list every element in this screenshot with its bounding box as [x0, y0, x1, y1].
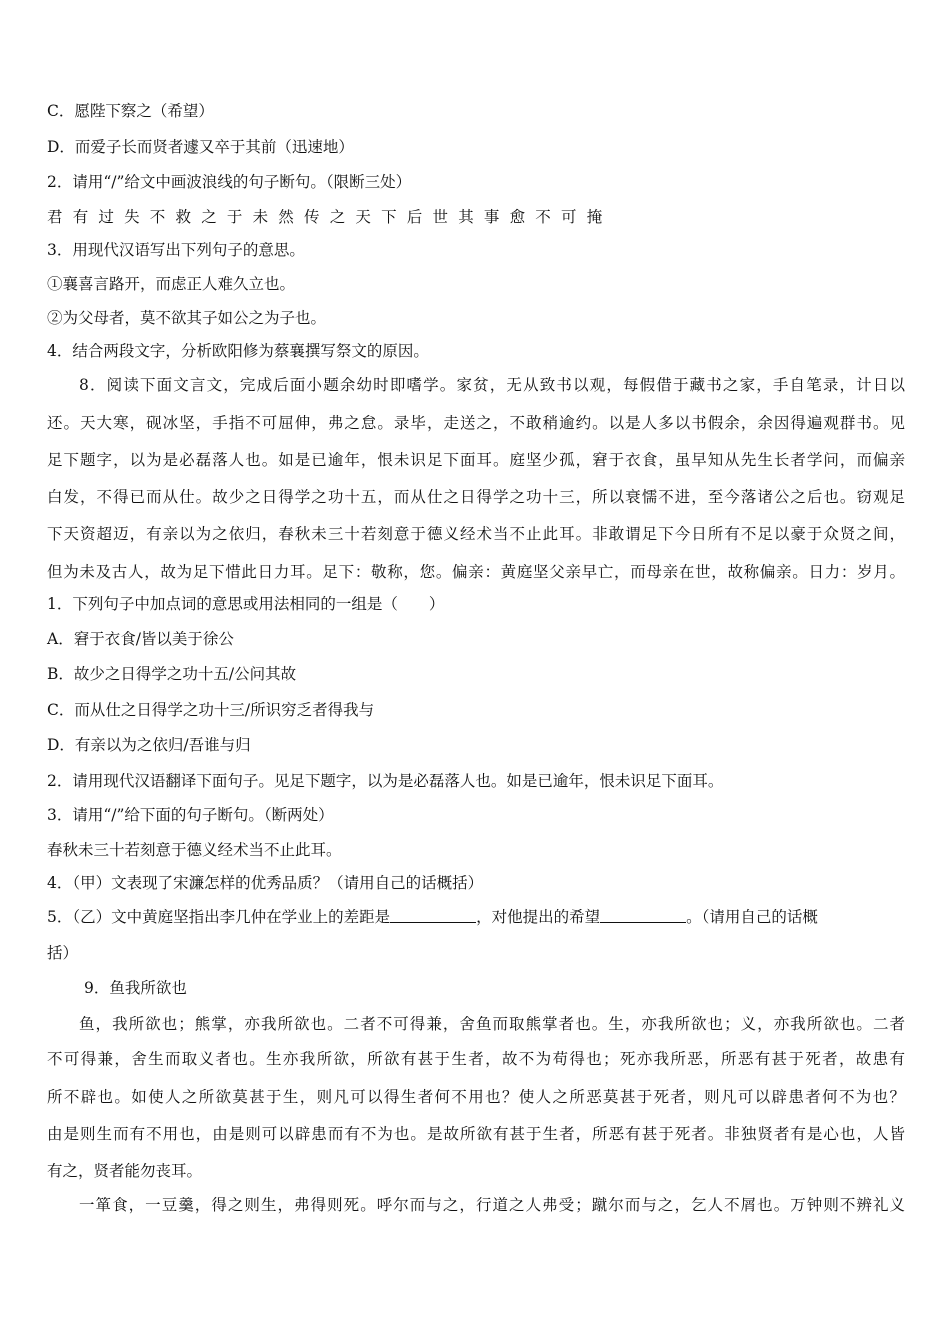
section-8-q5-part-2: ，对他提出的希望: [476, 908, 601, 926]
section-8-q5: [47, 907, 818, 927]
section-9-para-1-line-2: 不可得兼，舍生而取义者也。生亦我所欲，所欲有甚于生者，故不为苟得也；死亦我所恶，所恶有甚于死者，故患有: [47, 1050, 905, 1068]
answer-blank-2[interactable]: [600, 908, 686, 923]
section-8-q3-text: 春秋未三十若刻意于德义经术当不止此耳。: [47, 841, 342, 859]
answer-blank-1[interactable]: [390, 908, 476, 923]
section-8-q1-prompt: 1．下列句子中加点词的意思或用法相同的一组是（ ）: [47, 595, 445, 613]
section-8-q5-part-1: 5．（乙）文中黄庭坚指出李几仲在学业上的差距是: [47, 908, 391, 926]
section-9-para-1-line-3: 所不辟也。如使人之所欲莫甚于生，则凡可以得生者何不用也？使人之所恶莫甚于死者，则凡可以辟患者何不为也？: [47, 1088, 905, 1106]
section-8-passage-line-1: 8．阅读下面文言文，完成后面小题余幼时即嗜学。家贫，无从致书以观，每假借于藏书之家，手自笔录，计日以: [79, 376, 905, 394]
question-3-prompt: 3．用现代汉语写出下列句子的意思。: [47, 241, 305, 259]
section-8-q1-option-b: B．故少之日得学之功十五/公问其故: [47, 665, 297, 683]
section-8-passage-line-2: 还。天大寒，砚冰坚，手指不可屈伸，弗之怠。录毕，走送之，不敢稍逾约。以是人多以书假余，余因得遍观群书。见: [47, 414, 905, 432]
section-8-passage-line-5: 下天资超迈，有亲以为之依归，春秋未三十若刻意于德义经术当不止此耳。非敢谓足下今日所有不足以豪于众贤之间，: [47, 525, 905, 543]
section-9-para-1-line-5: 有之，贤者能勿丧耳。: [47, 1162, 203, 1180]
question-2-prompt: 2．请用“/”给文中画波浪线的句子断句。（限断三处）: [47, 173, 412, 191]
section-8-passage-line-6: 但为未及古人，故为足下惜此日力耳。足下：敬称，您。偏亲：黄庭坚父亲早亡，而母亲在世，故称偏亲。日力：岁月。: [47, 563, 905, 581]
section-9-para-1-line-1: 鱼，我所欲也；熊掌，亦我所欲也。二者不可得兼，舍鱼而取熊掌者也。生，亦我所欲也；义，亦我所欲也。二者: [79, 1015, 905, 1033]
option-d: D．而爱子长而贤者遽又卒于其前（迅速地）: [47, 138, 354, 156]
section-8-q2: 2．请用现代汉语翻译下面句子。见足下题字，以为是必磊落人也。如是已逾年，恨未识足下面耳。: [47, 772, 724, 790]
option-c: C．愿陛下察之（希望）: [47, 102, 214, 120]
section-8-passage-line-4: 白发，不得已而从仕。故少之日得学之功十五，而从仕之日得学之功十三，所以衰懦不进，至今落诸公之后也。窃观足: [47, 488, 905, 506]
section-9-title: 9．鱼我所欲也: [84, 979, 187, 997]
section-8-q1-option-c: C．而从仕之日得学之功十三/所识穷乏者得我与: [47, 701, 375, 719]
question-3-item-1: ①襄喜言路开，而虑正人难久立也。: [47, 275, 296, 293]
section-8-q5-continuation: 括）: [47, 944, 79, 962]
section-9-para-2-line-1: 一箪食，一豆羹，得之则生，弗得则死。呼尔而与之，行道之人弗受；蹴尔而与之，乞人不屑也。万钟则不辨礼义: [79, 1196, 905, 1214]
section-8-q5-part-3: 。（请用自己的话概: [686, 908, 818, 926]
section-9-para-1-line-4: 由是则生而有不用也，由是则可以辟患而有不为也。是故所欲有甚于生者，所恶有甚于死者。非独贤者有是心也，人皆: [47, 1125, 905, 1143]
question-3-item-2: ②为父母者，莫不欲其子如公之为子也。: [47, 309, 327, 327]
section-8-q1-option-d: D．有亲以为之依归/吾谁与归: [47, 736, 251, 754]
section-8-passage-line-3: 足下题字，以为是必磊落人也。如是已逾年，恨未识足下面耳。庭坚少孤，窘于衣食，虽早知从先生长者学问，而偏亲: [47, 451, 905, 469]
question-2-text: 君有过失不救之于未然传之天下后世其事愈不可掩: [47, 208, 613, 226]
section-8-q4: 4．（甲）文表现了宋濂怎样的优秀品质？（请用自己的话概括）: [47, 874, 484, 892]
question-4-prompt: 4．结合两段文字，分析欧阳修为蔡襄撰写祭文的原因。: [47, 342, 429, 360]
section-8-q3-prompt: 3．请用“/”给下面的句子断句。（断两处）: [47, 806, 334, 824]
section-8-q1-option-a: A．窘于衣食/皆以美于徐公: [47, 630, 234, 648]
